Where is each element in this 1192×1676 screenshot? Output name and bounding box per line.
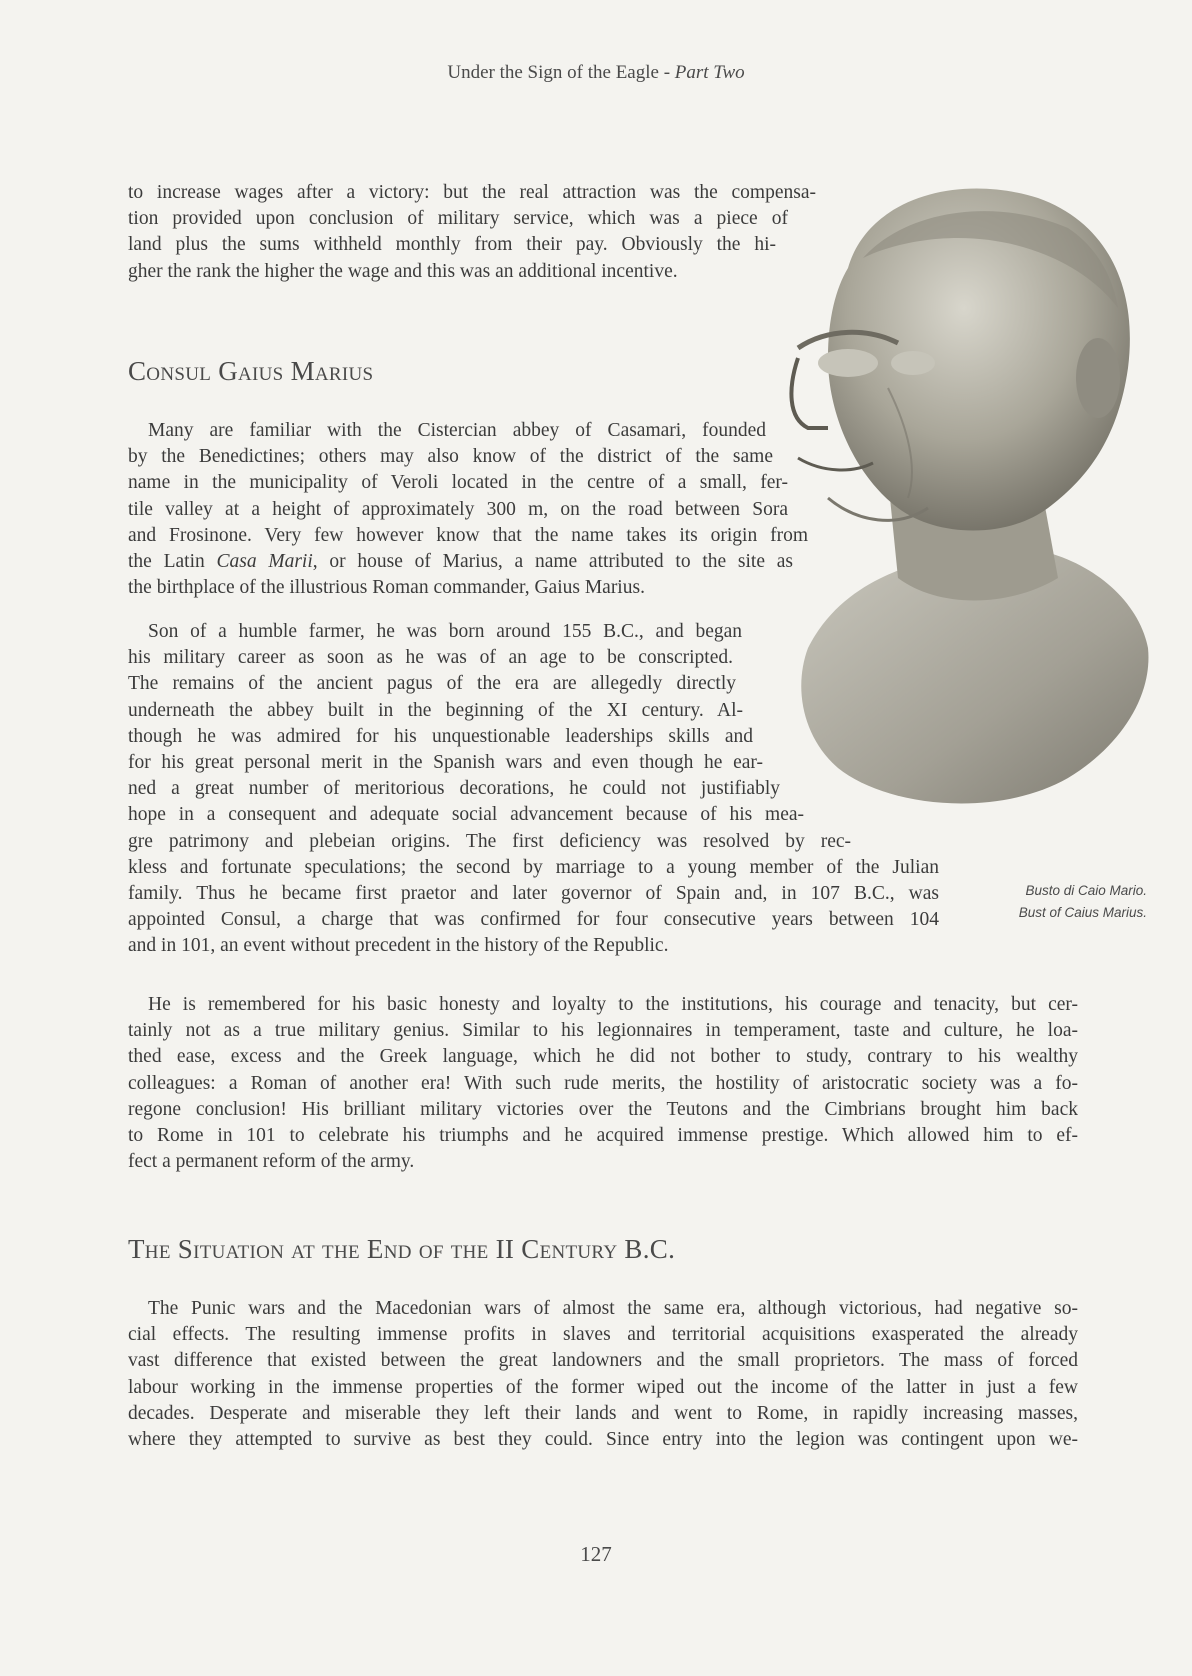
text-line: gher the rank the higher the wage and this was an additional incentive.	[128, 260, 678, 282]
text-line: to increase wages after a victory: but the real attraction was the compensa-	[128, 182, 816, 203]
text-line: and Frosinone. Very few however know that the name takes its origin from	[128, 524, 808, 546]
text-line: family. Thus he became first praetor and later governor of Spain and, in 107 B.C., was	[128, 883, 939, 905]
text-line: vast difference that existed between the great landowners and the small proprietors. The mass of forced	[128, 1350, 1078, 1372]
marius-paragraph-3	[128, 992, 1078, 1175]
text-line: gre patrimony and plebeian origins. The first deficiency was resolved by rec-	[128, 830, 851, 852]
part-label: Part Two	[674, 62, 745, 83]
text-line: The remains of the ancient pagus of the era are allegedly directly	[128, 673, 736, 695]
text-line: hope in a consequent and adequate social advancement because of his mea-	[128, 804, 804, 826]
section-heading-marius: Consul Gaius Marius	[128, 356, 374, 386]
text-line: fect a permanent reform of the army.	[128, 1151, 415, 1173]
text-line: labour working in the immense properties of the former wiped out the income of the latter in just a few	[128, 1376, 1078, 1398]
text-line: land plus the sums withheld monthly from their pay. Obviously the hi-	[128, 234, 776, 256]
bust-caption	[995, 880, 1147, 924]
text-line: tile valley at a height of approximately 300 m, on the road between Sora	[128, 498, 788, 520]
text-line: for his great personal merit in the Spanish wars and even though he ear-	[128, 752, 763, 774]
book-title: Under the Sign of the Eagle	[447, 62, 659, 83]
text-line: cial effects. The resulting immense profits in slaves and territorial acquisitions exasperated the already	[128, 1324, 1078, 1346]
text-line: tainly not as a true military genius. Similar to his legionnaires in temperament, taste and culture, he loa-	[128, 1020, 1078, 1042]
text-line: underneath the abbey built in the beginning of the XI century. Al-	[128, 699, 743, 721]
section-heading-situation: The Situation at the End of the II Century B.C.	[128, 1234, 676, 1264]
text-line: tion provided upon conclusion of military service, which was a piece of	[128, 208, 788, 230]
text-line: The Punic wars and the Macedonian wars of almost the same era, although victorious, had negative so-	[148, 1298, 1078, 1319]
caption-italian: Busto di Caio Mario.	[1025, 883, 1147, 898]
text-line: name in the municipality of Veroli located in the centre of a small, fer-	[128, 472, 788, 494]
running-header	[0, 62, 1192, 84]
text-line: though he was admired for his unquestionable leaderships skills and	[128, 725, 753, 747]
text-line: appointed Consul, a charge that was confirmed for four consecutive years between 104	[128, 909, 939, 931]
text-line: regone conclusion! His brilliant military victories over the Teutons and the Cimbrians brought him back	[128, 1098, 1078, 1120]
text-line: and in 101, an event without precedent in the history of the Republic.	[128, 935, 669, 957]
text-line: the Latin Casa Marii, or house of Marius, a name attributed to the site as	[128, 551, 794, 573]
header-separator: -	[663, 62, 671, 83]
text-line: He is remembered for his basic honesty and loyalty to the institutions, his courage and tenacity, but cer-	[148, 994, 1078, 1015]
intro-paragraph	[128, 180, 816, 285]
text-line: thed ease, excess and the Greek language, which he did not bother to study, contrary to his wealthy	[128, 1046, 1078, 1068]
text-line: colleagues: a Roman of another era! With such rude merits, the hostility of aristocratic society was a fo-	[128, 1072, 1078, 1094]
text-line: decades. Desperate and miserable they left their lands and went to Rome, in rapidly increasing masses,	[128, 1402, 1078, 1424]
text-line: Many are familiar with the Cistercian abbey of Casamari, founded	[148, 420, 766, 441]
text-line: kless and fortunate speculations; the second by marriage to a young member of the Julian	[128, 856, 939, 878]
text-line: Son of a humble farmer, he was born around 155 B.C., and began	[148, 621, 742, 642]
text-line: his military career as soon as he was of an age to be conscripted.	[128, 647, 733, 669]
caption-english: Bust of Caius Marius.	[1018, 905, 1147, 920]
text-line: the birthplace of the illustrious Roman commander, Gaius Marius.	[128, 577, 645, 599]
text-line: to Rome in 101 to celebrate his triumphs and he acquired immense prestige. Which allowed him to ef-	[128, 1125, 1078, 1147]
text-line: by the Benedictines; others may also know of the district of the same	[128, 446, 773, 468]
situation-paragraph-1	[128, 1296, 1078, 1453]
marius-paragraph-2	[128, 619, 948, 960]
page-number: 127	[580, 1542, 612, 1566]
text-line: where they attempted to survive as best they could. Since entry into the legion was contingent upon we-	[128, 1429, 1078, 1451]
text-line: ned a great number of meritorious decorations, he could not justifiably	[128, 778, 780, 800]
marius-paragraph-1	[128, 418, 808, 601]
